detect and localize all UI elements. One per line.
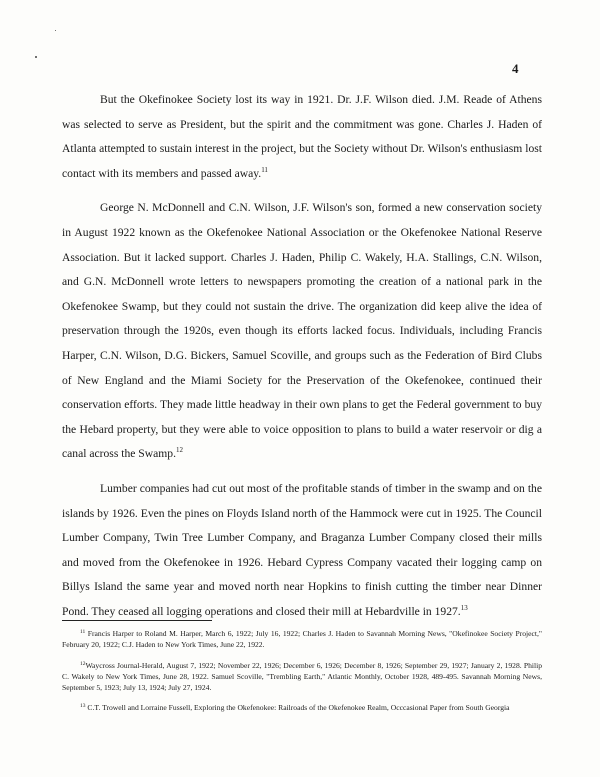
paragraph-text: But the Okefinokee Society lost its way in 1921. Dr. J.F. Wilson died. J.M. Reade of Athens was selected to serve as President, but the spirit and the commitment was gone. Charles J. Haden of Atlanta attempted to sustain interest in the project, but the Society without Dr. Wilson's enthusiasm lost contact with its members and passed away. [62,93,542,180]
footnote-text: Waycross Journal-Herald, August 7, 1922; November 22, 1926; December 6, 1926; December 8, 1926; September 29, 1927; January 2, 1928. Philip C. Wakely to New York Times, June 28, 1922. Samuel Scoville, "Trembling Earth," Atlantic Monthly, October 1928, 489-495. Savannah Morning News, September 5, 1923; July 13, 1924; July 27, 1924. [62,660,542,693]
footnote-number: 11 [80,629,86,635]
footnote-number: 13 [80,703,86,710]
footnote [62,702,542,713]
footnote-ref: 13 [460,603,468,612]
paragraph-text: George N. McDonnell and C.N. Wilson, J.F. Wilson's son, formed a new conservation society in August 1922 known as the Okefenokee National Association or the Okefenokee National Reserve Association. But it lacked support. Charles J. Haden, Philip C. Wakely, H.A. Stallings, C.N. Wilson, and G.N. McDonnell wrote letters to newspapers promoting the creation of a national park in the Okefenokee Swamp, but they could not sustain the drive. The organization did keep alive the idea of preservation through the 1920s, even though its efforts lacked focus. Individuals, including Francis Harper, C.N. Wilson, D.G. Bickers, Samuel Scoville, and groups such as the Federation of Bird Clubs of New England and the Miami Society for the Preservation of the Okefenokee, continued their conservation efforts. They made little headway in their own plans to get the Federal government to buy the Hebard property, but they were able to voice opposition to plans to build a water reservoir or dig a canal across the Swamp. [62,201,542,461]
paragraph [62,196,542,467]
footnote [62,628,542,651]
footnote-text: Francis Harper to Roland M. Harper, March 6, 1922; July 16, 1922; Charles J. Haden to Savannah Morning News, "Okefinokee Society Project," February 20, 1922; C.J. Haden to New York Times, June 22, 1922. [62,629,542,650]
scan-speck [35,56,37,58]
footnote-divider [62,620,212,621]
footnote-ref: 12 [175,446,183,455]
scan-speck [55,30,56,31]
footnote [62,660,542,694]
paragraph [62,477,542,625]
body-text [62,88,542,634]
footnote-number: 12 [80,660,86,667]
page-number: 4 [512,61,519,76]
footnote-ref: 11 [261,165,268,174]
footnote-text: C.T. Trowell and Lorraine Fussell, Exploring the Okefenokee: Railroads of the Okefenokee Realm, Occcasional Paper from South Georgia [87,703,510,713]
paragraph-text: Lumber companies had cut out most of the profitable stands of timber in the swamp and on the islands by 1926. Even the pines on Floyds Island north of the Hammock were cut in 1925. The Council Lumber Company, Twin Tree Lumber Company, and Braganza Lumber Company closed their mills and moved from the Okefenokee in 1926. Hebard Cypress Company vacated their logging camp on Billys Island the same year and moved north near Hopkins to finish cutting the timber near Dinner Pond. They ceased all logging operations and closed their mill at Hebardville in 1927. [62,481,542,618]
footnotes [62,628,542,723]
paragraph [62,88,542,186]
